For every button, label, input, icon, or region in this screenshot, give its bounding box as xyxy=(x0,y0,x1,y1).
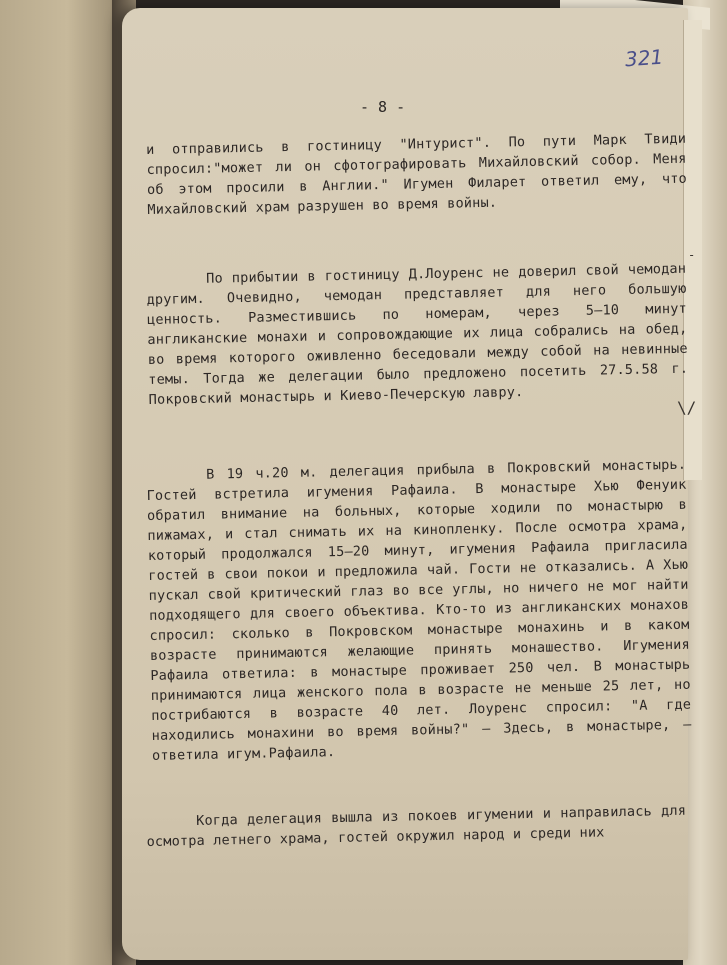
left-page-edge xyxy=(0,0,122,965)
paragraph-4: Когда делегация вышла из покоев игумении и направилась для осмотра летнего храма, гостей окружил народ и среди них xyxy=(146,802,687,850)
margin-dash-mark: - xyxy=(688,248,696,262)
folio-number: 321 xyxy=(624,44,664,72)
page-number: - 8 - xyxy=(360,98,406,116)
paragraph-1: и отправились в гостиницу "Интурист". По пути Марк Твиди спросил:"может ли он сфотографировать Михайловский собор. Меня об этом просили в Англии." Игумен Филарет ответил ему, что Михайловский храм разрушен во время войны. xyxy=(146,130,688,218)
margin-check-mark: \/ xyxy=(677,398,697,417)
paragraph-3: В 19 ч.20 м. делегация прибыла в Покровский монастырь. Гостей встретила игумения Рафаила. В монастыре Хью Фенуик обратил внимание на больных, которые ходили по монастырю в пижамах, и стал снимать их на кинопленку. После осмотра храма, который продолжался 15–20 минут, игумения Рафаила пригласила гостей в свои покои и предложила чай. Гости не отказались. А Хью пускал свой критический глаз во все углы, но ничего не мог найти подходящего для своего объектива. Кто-то из англиканских монахов спросил: сколько в Покровском монастыре монахинь и в каком возрасте принимаются желающие принять монашество. Игумения Рафаила ответила: в монастыре проживает 250 чел. В монастырь принимаются лица женского пола в возрасте не меньше 25 лет, но пострибаются в возрасте 40 лет. Лоуренс спросил: "А где находились монахини во время войны?" – Здесь, в монастыре, – ответила игум.Рафаила. xyxy=(146,456,692,764)
paragraph-2: По прибытии в гостиницу Д.Лоуренс не доверил свой чемодан другим. Очевидно, чемодан представляет для него большую ценность. Разместившись по номерам, через 5–10 минут англиканские монахи и сопровождающие их лица собрались на обед, во время которого оживленно беседовали между собой на невинные темы. Тогда же делегации было предложено посетить 27.5.58 г. Покровский монастырь и Киево-Печерскую лавру. xyxy=(146,260,689,408)
